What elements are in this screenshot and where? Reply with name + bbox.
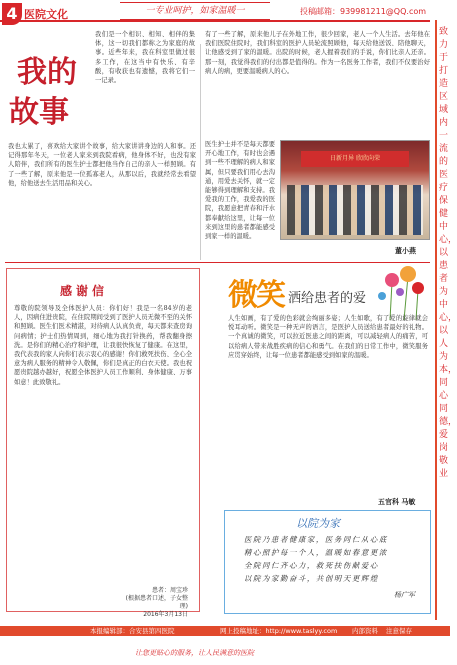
story-title-line1: 我的: [17, 55, 77, 90]
column-divider: [200, 44, 201, 260]
story-column-3: 医生护士并不是每天都要开心地工作，有时也会遇到一些不理解的病人和家属，但只要我们用心去沟通，用爱去关怀，就一定能够得到理解和支持。我爱我的工作，我爱我的医院，我愿意把青春和汗水都奉献给这里，让每一位来到这里的患者都能感受到家一样的温暖。: [205, 141, 275, 241]
poem-line: 精心照护每一个人，温暖如春意更浓: [244, 548, 388, 557]
story-title: [5, 54, 85, 136]
poem-line: 以院为家勤奋斗，共创明天更辉煌: [244, 574, 379, 583]
photo-banner: 日新月异 欣欣向荣: [301, 151, 409, 167]
section-title: 医院文化: [24, 8, 68, 21]
header-slogan: 一专业呵护，如家温暖一: [120, 2, 270, 20]
letter-body: 尊敬的院领导及全体医护人员：你们好！我是一名84岁的老人，因病住进贵院，在住院期间受到了医护人员无微不至的关怀和照顾。医生们医术精湛，对待病人认真负责，每天都来查房询问病情；护士们热情周到，细心地为我打针换药，帮我翻身擦洗。是你们的精心治疗和护理，让我很快恢复了健康。在这里，我代表我的家人向你们表示衷心的感谢！你们救死扶伤、全心全意为病人服务的精神令人敬佩，你们是真正的白衣天使。我也祝愿贵院越办越好，祝愿全体医护人员工作顺利、身体健康、万事如意！此致敬礼。: [14, 305, 192, 386]
signature-name: 患者：周宝珍: [151, 587, 188, 594]
smile-body: 人生如画，有了爱的色彩就会绚丽多姿；人生如歌，有了爱的旋律就会悦耳动听。微笑是一种无声的语言，是医护人员送给患者最好的礼物。一个真诚的微笑，可以拉近医患之间的距离，可以减轻病人的痛苦，可以给病人带来战胜疾病的信心和勇气。在我们的日常工作中，微笑服务应贯穿始终，让每一位患者都能感受到如家的温暖。: [228, 315, 428, 359]
story-title-line2: 故事: [9, 95, 69, 130]
smile-subtitle: 洒给患者的爱: [288, 291, 367, 306]
poem-author: 杨广军: [394, 591, 415, 599]
banner-stripe: [435, 20, 437, 620]
footer-note-internal: 内部资料: [352, 627, 378, 635]
photo-people: [287, 185, 423, 235]
story-intro: 我们是一个相识、相知、相伴的集体，这一切我们都称之为家庭的故事。近些年来，我在科室里做过很多工作，在这当中有快乐、有辛酸，有收获也有遗憾，我将它们一一记录。: [95, 31, 195, 85]
contact-email: 投稿邮箱：939981211@QQ.com: [300, 7, 427, 16]
footer-bar: [0, 626, 450, 636]
event-photo: [280, 140, 430, 240]
footer-website[interactable]: 网上投稿地址：http://www.taslyy.com: [220, 627, 338, 635]
poem-line: 全院同仁齐心力，救死扶伤献爱心: [244, 561, 379, 570]
signature-date: 2016年3月13日: [143, 611, 188, 618]
bottom-slogan: 让您更贴心的服务，让人民满意的医院: [135, 649, 254, 657]
signature-org: (根据患者口述，子女整理): [125, 595, 188, 610]
footer-editor: 本报编辑部：合安县第四医院: [90, 627, 175, 635]
story-column-2: 有了一些了解，原来他儿子在外地工作，很少回家，老人一个人生活。去年他在我们医院住院时，我们科室的医护人员轮流照顾他，每天给他送饭、陪他聊天，让他感受到了家的温暖。出院的时候，老人握着我们的手说，你们比亲人还亲。那一刻，我觉得我们的付出都是值得的。作为一名医务工作者，我们不仅要治好病人的病，更要温暖病人的心。: [205, 31, 430, 75]
flower-illustration: [370, 262, 428, 320]
page-number: 4: [2, 3, 22, 25]
smile-author: 五官科 马敏: [378, 498, 416, 506]
section-divider: [5, 262, 430, 263]
letter-signature: [118, 587, 188, 619]
letter-title: 感谢信: [60, 284, 109, 298]
footer-note-keep: 注意保存: [386, 627, 412, 635]
smile-title: 微笑: [228, 278, 284, 313]
poem-line: 医院乃患者健康家，医务同仁从心底: [244, 535, 388, 544]
poem-title: 以院为家: [296, 517, 340, 530]
vertical-banner-text: 致力于打造区域内一流的医疗保健中心，以患者为中心，以人为本，同心同德，爱岗敬业: [439, 27, 457, 479]
story-column-1: 我也太累了，喜欢给大家讲个故事，给大家讲讲身边的人和事。还记得那年冬天，一位老人家来到我院看病，他身体不好，也没有家人陪伴，我们所有的医生护士都把他当作自己的亲人一样照顾。有了一些了解，原来他是一位孤寡老人，从那以后，我就经常去看望他，给他送去生活用品和关心。: [8, 143, 196, 187]
story-author: 董小燕: [395, 247, 416, 255]
vertical-banner: [433, 20, 457, 620]
